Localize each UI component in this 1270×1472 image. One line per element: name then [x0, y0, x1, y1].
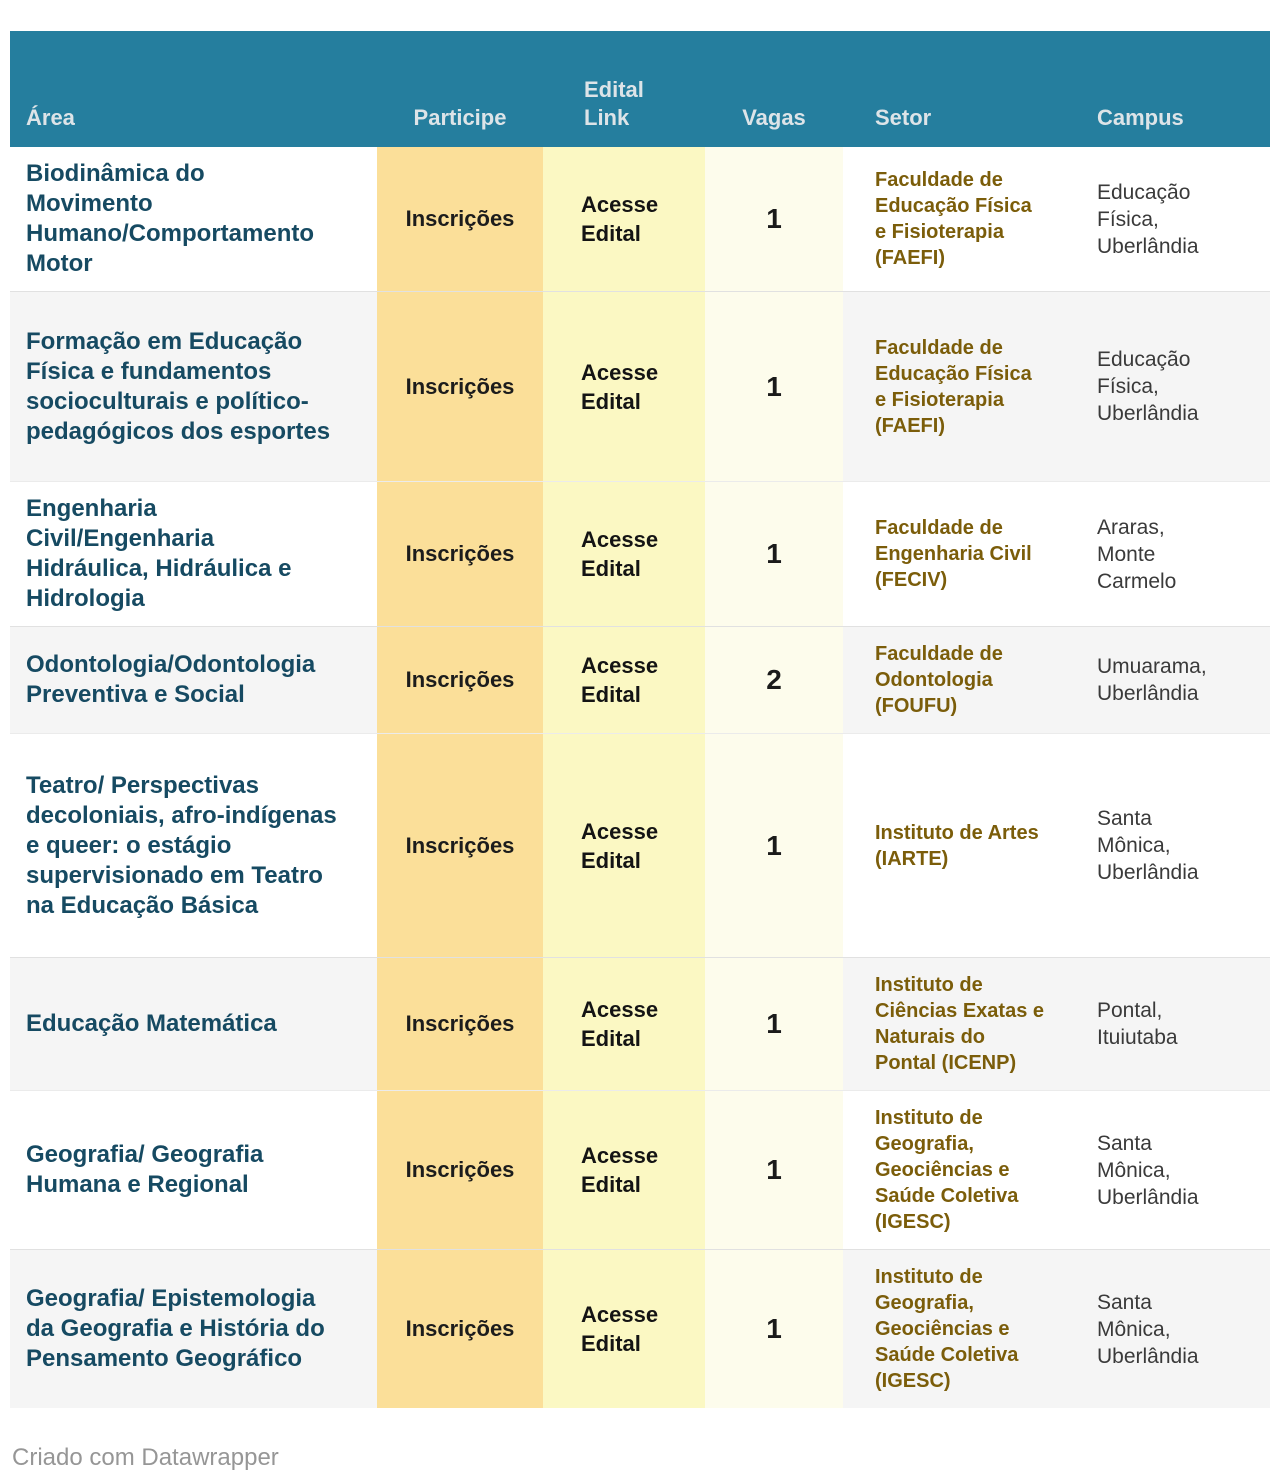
participe-cell: [377, 147, 543, 291]
vagas-cell: [705, 734, 843, 957]
campus-text: Educação Física, Uberlândia: [1097, 348, 1199, 425]
edital-cell: [543, 1250, 705, 1408]
vagas-value: 1: [766, 538, 782, 569]
edital-link[interactable]: Acesse Edital: [581, 653, 659, 707]
edital-cell: [543, 482, 705, 626]
edital-link[interactable]: Acesse Edital: [581, 1143, 659, 1197]
area-text: Teatro/ Perspectivas decoloniais, afro-indígenas e queer: o estágio supervisionado em Teatro na Educação Básica: [26, 771, 337, 919]
vagas-cell: [705, 292, 843, 481]
header-cell-campus: [1085, 31, 1270, 147]
participe-link[interactable]: Inscrições: [405, 667, 515, 692]
campus-cell: [1085, 734, 1270, 957]
vagas-value: 1: [766, 370, 782, 402]
setor-text: Faculdade de Engenharia Civil (FECIV): [875, 517, 1032, 591]
setor-cell: [843, 292, 1085, 481]
edital-link[interactable]: Acesse Edital: [581, 997, 659, 1051]
vagas-cell: [705, 958, 843, 1090]
edital-cell: [543, 292, 705, 481]
setor-cell: [843, 734, 1085, 957]
campus-text: Educação Física, Uberlândia: [1097, 180, 1199, 258]
setor-text: Faculdade de Odontologia (FOUFU): [875, 643, 1003, 717]
table-row: [10, 626, 1270, 733]
setor-cell: [843, 627, 1085, 733]
edital-link[interactable]: Acesse Edital: [581, 818, 659, 873]
campus-text: Santa Mônica, Uberlândia: [1097, 1131, 1199, 1209]
edital-cell: [543, 958, 705, 1090]
vagas-cell: [705, 627, 843, 733]
participe-cell: [377, 627, 543, 733]
table-header: [10, 31, 1270, 147]
area-cell: [10, 147, 377, 291]
campus-cell: [1085, 958, 1270, 1090]
edital-link[interactable]: Acesse Edital: [581, 527, 659, 581]
header-label-vagas: Vagas: [742, 104, 806, 130]
participe-cell: [377, 1091, 543, 1249]
participe-link[interactable]: Inscrições: [405, 206, 515, 231]
edital-link[interactable]: Acesse Edital: [581, 1302, 659, 1356]
campus-text: Santa Mônica, Uberlândia: [1097, 807, 1199, 884]
area-text: Biodinâmica do Movimento Humano/Comportamento Motor: [26, 160, 314, 277]
campus-text: Araras, Monte Carmelo: [1097, 515, 1177, 593]
edital-cell: [543, 147, 705, 291]
header-cell-vagas: [705, 31, 843, 147]
header-label-edital-link: Edital Link: [584, 77, 644, 130]
vagas-value: 1: [766, 1154, 782, 1185]
campus-text: Umuarama, Uberlândia: [1097, 655, 1207, 705]
participe-link[interactable]: Inscrições: [405, 1316, 515, 1341]
participe-link[interactable]: Inscrições: [405, 1157, 515, 1182]
table-row: [10, 481, 1270, 626]
participe-cell: [377, 1250, 543, 1408]
area-cell: [10, 482, 377, 626]
campus-text: Pontal, Ituiutaba: [1097, 999, 1178, 1049]
header-label-participe: Participe: [413, 104, 507, 130]
vagas-cell: [705, 1091, 843, 1249]
campus-cell: [1085, 627, 1270, 733]
participe-link[interactable]: Inscrições: [405, 832, 515, 858]
participe-link[interactable]: Inscrições: [405, 541, 515, 566]
setor-cell: [843, 482, 1085, 626]
area-cell: [10, 627, 377, 733]
area-text: Educação Matemática: [26, 1010, 277, 1037]
table-row: [10, 957, 1270, 1090]
campus-cell: [1085, 292, 1270, 481]
header-label-setor: Setor: [875, 104, 932, 130]
vagas-cell: [705, 482, 843, 626]
setor-cell: [843, 1250, 1085, 1408]
edital-cell: [543, 1091, 705, 1249]
vagas-cell: [705, 1250, 843, 1408]
campus-text: Santa Mônica, Uberlândia: [1097, 1290, 1199, 1368]
participe-cell: [377, 958, 543, 1090]
setor-text: Instituto de Geografia, Geociências e Saúde Coletiva (IGESC): [875, 1107, 1019, 1233]
area-cell: [10, 958, 377, 1090]
participe-link[interactable]: Inscrições: [405, 1011, 515, 1036]
header-label-area: Área: [26, 104, 75, 130]
vagas-value: 1: [766, 829, 782, 861]
header-cell-area: [10, 31, 377, 147]
setor-text: Faculdade de Educação Física e Fisioterapia (FAEFI): [875, 169, 1032, 269]
area-cell: [10, 292, 377, 481]
setor-text: Instituto de Artes (IARTE): [875, 821, 1039, 870]
area-cell: [10, 734, 377, 957]
header-cell-participe: [377, 31, 543, 147]
setor-text: Instituto de Geografia, Geociências e Saúde Coletiva (IGESC): [875, 1266, 1019, 1392]
header-cell-setor: [843, 31, 1085, 147]
vagas-value: 1: [766, 203, 782, 234]
edital-link[interactable]: Acesse Edital: [581, 359, 659, 414]
vagas-value: 1: [766, 1313, 782, 1344]
header-label-campus: Campus: [1097, 104, 1184, 130]
edital-cell: [543, 734, 705, 957]
table-row: [10, 147, 1270, 291]
positions-table: [10, 31, 1270, 1408]
table-row: [10, 291, 1270, 481]
campus-cell: [1085, 1250, 1270, 1408]
area-text: Geografia/ Epistemologia da Geografia e História do Pensamento Geográfico: [26, 1285, 325, 1372]
area-text: Geografia/ Geografia Humana e Regional: [26, 1141, 264, 1198]
setor-cell: [843, 147, 1085, 291]
table-row: [10, 1090, 1270, 1249]
participe-link[interactable]: Inscrições: [405, 373, 515, 399]
campus-cell: [1085, 1091, 1270, 1249]
setor-cell: [843, 958, 1085, 1090]
table-body: [10, 147, 1270, 1408]
area-text: Odontologia/Odontologia Preventiva e Social: [26, 651, 316, 708]
header-cell-edital-link: [543, 31, 705, 147]
edital-link[interactable]: Acesse Edital: [581, 192, 659, 246]
vagas-value: 2: [766, 664, 782, 695]
setor-text: Instituto de Ciências Exatas e Naturais do Pontal (ICENP): [875, 974, 1044, 1074]
participe-cell: [377, 292, 543, 481]
edital-cell: [543, 627, 705, 733]
participe-cell: [377, 734, 543, 957]
setor-cell: [843, 1091, 1085, 1249]
table-row: [10, 1249, 1270, 1408]
setor-text: Faculdade de Educação Física e Fisioterapia (FAEFI): [875, 336, 1032, 437]
area-text: Formação em Educação Física e fundamentos socioculturais e político-pedagógicos dos esportes: [26, 327, 331, 445]
campus-cell: [1085, 147, 1270, 291]
vagas-value: 1: [766, 1008, 782, 1039]
area-cell: [10, 1250, 377, 1408]
vagas-cell: [705, 147, 843, 291]
campus-cell: [1085, 482, 1270, 626]
table-row: [10, 733, 1270, 957]
datawrapper-attribution[interactable]: Criado com Datawrapper: [12, 1444, 279, 1471]
area-cell: [10, 1091, 377, 1249]
area-text: Engenharia Civil/Engenharia Hidráulica, Hidráulica e Hidrologia: [26, 495, 292, 612]
participe-cell: [377, 482, 543, 626]
